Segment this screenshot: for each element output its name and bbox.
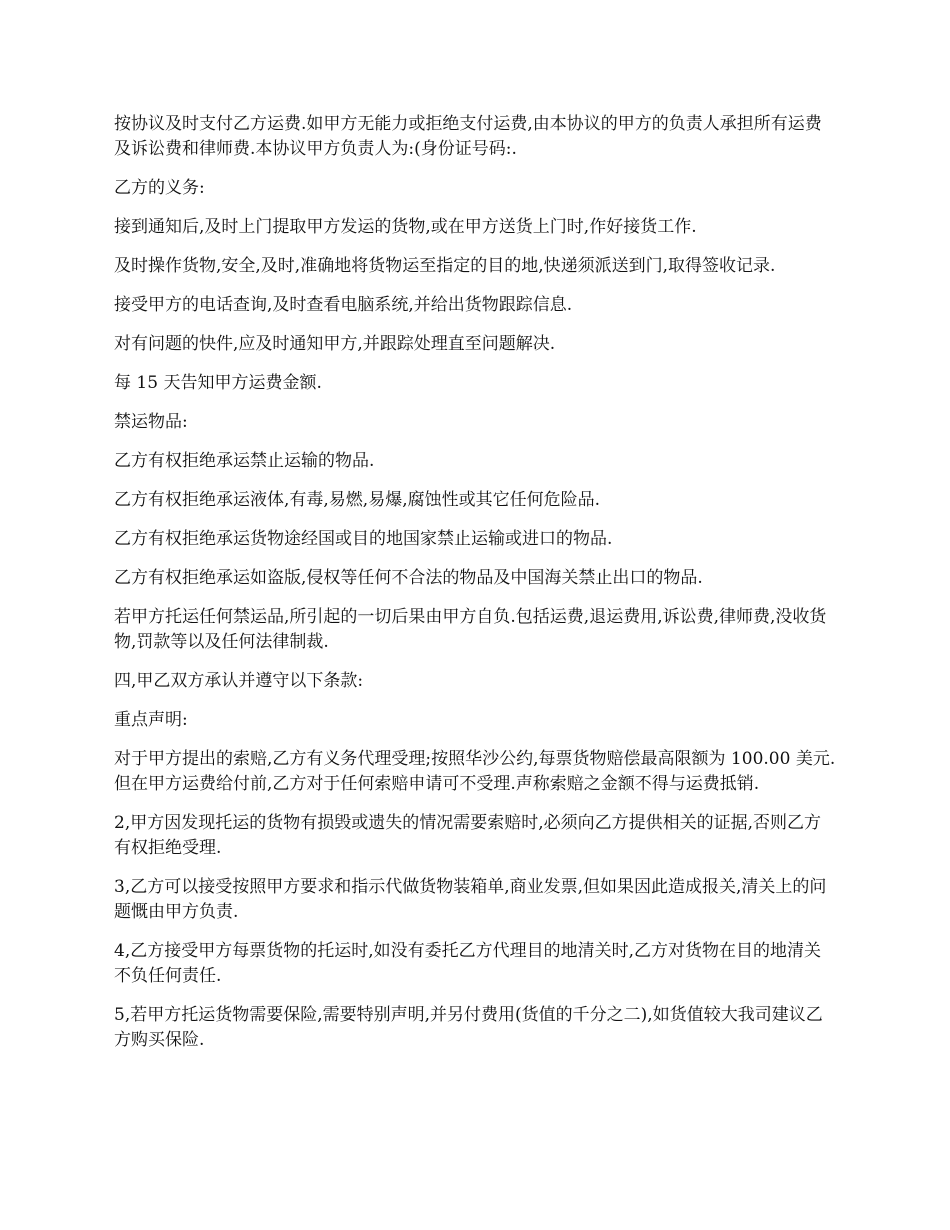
paragraph-phone-inquiry: 接受甲方的电话查询,及时查看电脑系统,并给出货物跟踪信息. — [114, 295, 573, 315]
paragraph-payment-obligation: 按协议及时支付乙方运费.如甲方无能力或拒绝支付运费,由本协议的甲方的负责人承担所有运费及诉讼费和律师费.本协议甲方负责人为:(身份证号码:. — [114, 114, 822, 159]
clause-3: 3,乙方可以接受按照甲方要求和指示代做货物装箱单,商业发票,但如果因此造成报关,清关上的问题慨由甲方负责. — [114, 877, 827, 922]
paragraph-prohibited-2: 乙方有权拒绝承运液体,有毒,易燃,易爆,腐蚀性或其它任何危险品. — [114, 490, 601, 510]
clause-2: 2,甲方因发现托运的货物有损毁或遗失的情况需要索赔时,必须向乙方提供相关的证据,否则乙方有权拒绝受理. — [114, 813, 822, 858]
paragraph-delivery: 及时操作货物,安全,及时,准确地将货物运至指定的目的地,快递须派送到门,取得签收记录. — [114, 256, 776, 276]
paragraph-billing-notice: 每 15 天告知甲方运费金额. — [114, 373, 322, 393]
heading-prohibited-items: 禁运物品: — [114, 412, 188, 432]
heading-section-four: 四,甲乙双方承认并遵守以下条款: — [114, 671, 364, 691]
paragraph-prohibited-1: 乙方有权拒绝承运禁止运输的物品. — [114, 451, 375, 471]
paragraph-problem-shipments: 对有问题的快件,应及时通知甲方,并跟踪处理直至问题解决. — [114, 334, 556, 354]
clause-5: 5,若甲方托运货物需要保险,需要特别声明,并另付费用(货值的千分之二),如货值较大我司建议乙方购买保险. — [114, 1005, 823, 1050]
clause-4: 4,乙方接受甲方每票货物的托运时,如没有委托乙方代理目的地清关时,乙方对货物在目的地清关不负任何责任. — [114, 941, 822, 986]
paragraph-prohibited-consequences: 若甲方托运任何禁运品,所引起的一切后果由甲方自负.包括运费,退运费用,诉讼费,律师费,没收货物,罚款等以及任何法律制裁. — [114, 607, 827, 652]
paragraph-prohibited-3: 乙方有权拒绝承运货物途经国或目的地国家禁止运输或进口的物品. — [114, 529, 613, 549]
heading-party-b-duties: 乙方的义务: — [114, 178, 205, 198]
document-body — [114, 112, 836, 1067]
paragraph-claims: 对于甲方提出的索赔,乙方有义务代理受理;按照华沙公约,每票货物赔偿最高限额为 100.00 美元.但在甲方运费给付前,乙方对于任何索赔申请可不受理.声称索赔之金额不得与运费抵销. — [114, 749, 836, 794]
paragraph-prohibited-4: 乙方有权拒绝承运如盗版,侵权等任何不合法的物品及中国海关禁止出口的物品. — [114, 568, 703, 588]
heading-key-statement: 重点声明: — [114, 710, 188, 730]
paragraph-pickup: 接到通知后,及时上门提取甲方发运的货物,或在甲方送货上门时,作好接货工作. — [114, 217, 697, 237]
